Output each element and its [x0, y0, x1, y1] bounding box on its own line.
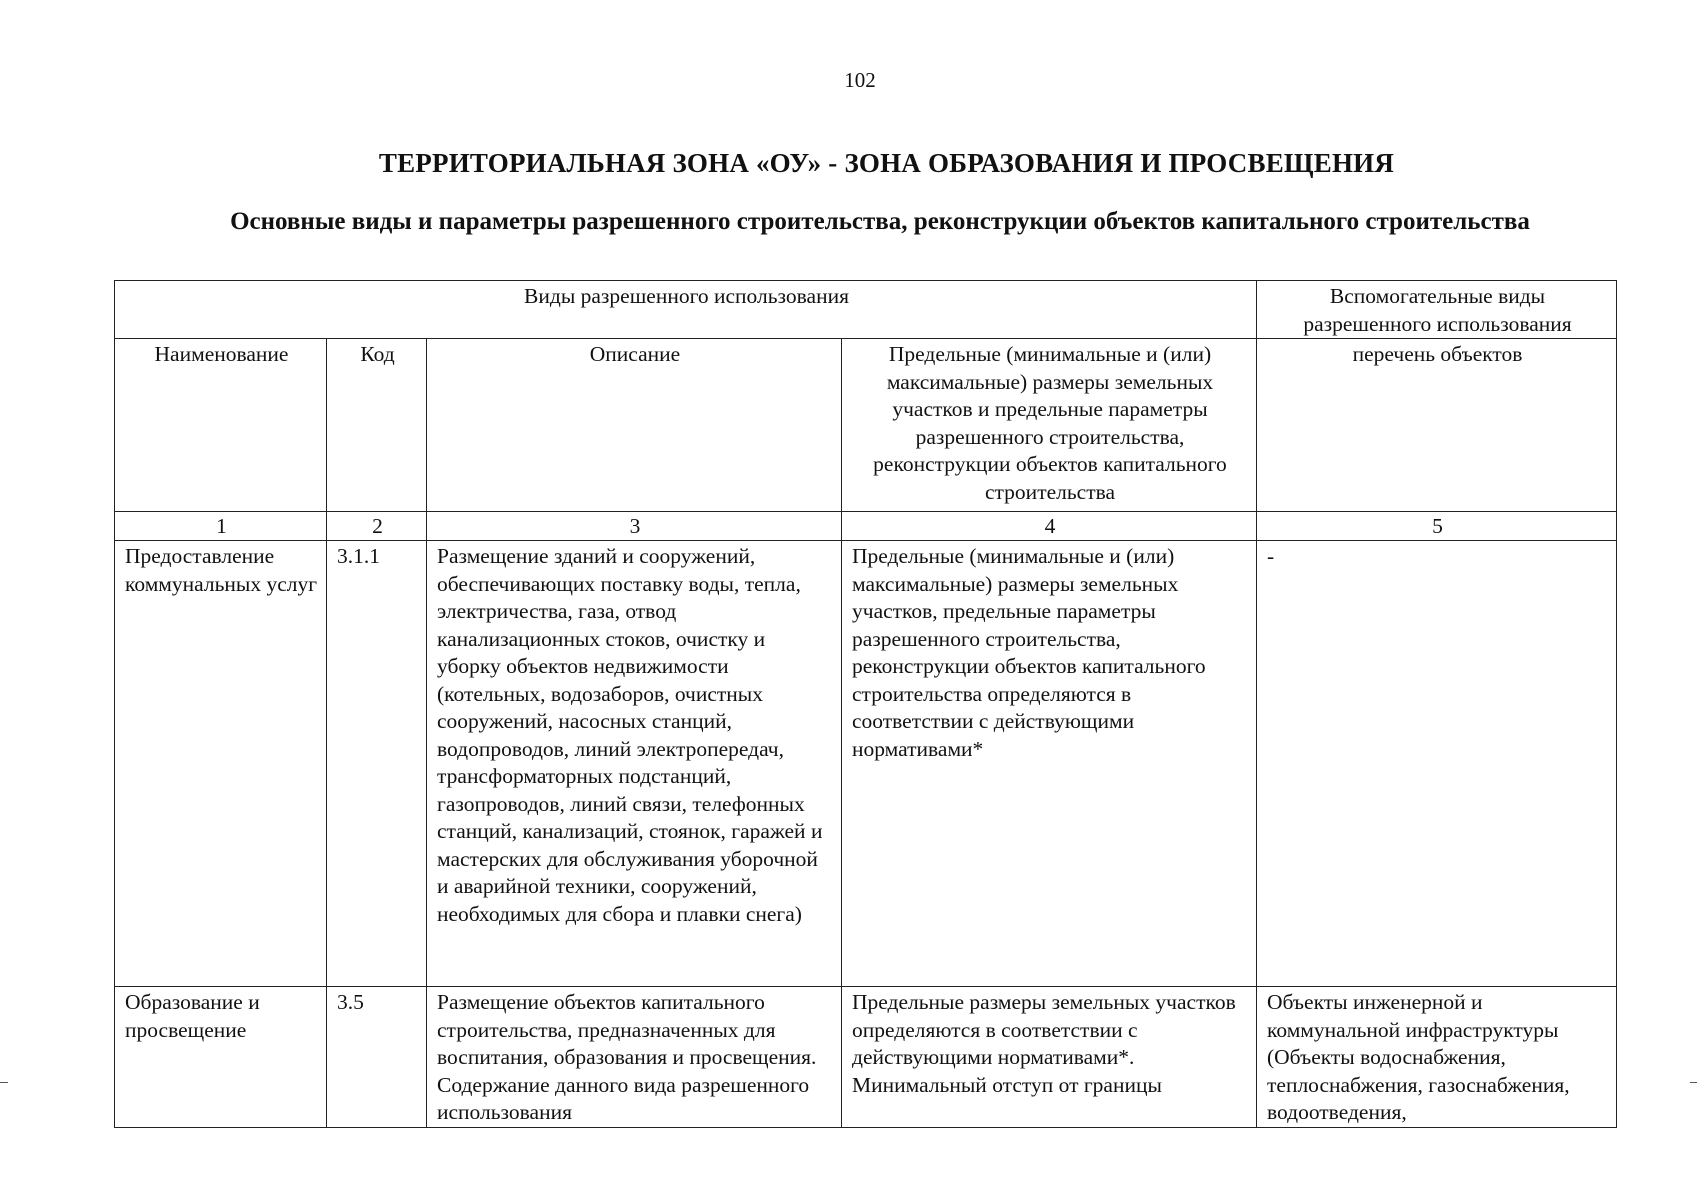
row-description: Размещение объектов капитального строительства, предназначенных для воспитания, образования и просвещения. Содержание данного вида разрешенного использования [427, 987, 842, 1128]
page-number: 102 [844, 68, 876, 92]
column-header-description: Описание [427, 339, 842, 512]
row-name: Образование и просвещение [115, 987, 327, 1128]
column-header-parameters: Предельные (минимальные и (или) максимальные) размеры земельных участков и предельные параметры разрешенного строительства, реконструкции объектов капитального строительства [842, 339, 1257, 512]
row-code: 3.5 [327, 987, 427, 1128]
table-group-header-row [115, 281, 1617, 339]
group-header-auxiliary: Вспомогательные виды разрешенного использования [1257, 281, 1617, 339]
table-subtitle: Основные виды и параметры разрешенного строительства, реконструкции объектов капитального строительства [230, 208, 1530, 235]
row-description: Размещение зданий и сооружений, обеспечивающих поставку воды, тепла, электричества, газа, отвод канализационных стоков, очистку и уборку объектов недвижимости (котельных, водозаборов, очистных сооружений, насосных станций, водопроводов, линий электропередач, трансформаторных подстанций, газопроводов, линий связи, телефонных станций, канализаций, стоянок, гаражей и мастерских для обслуживания уборочной и аварийной техники, сооружений, необходимых для сбора и плавки снега) [427, 541, 842, 987]
permitted-use-table [114, 280, 1617, 1128]
row-auxiliary: - [1257, 541, 1617, 987]
row-code: 3.1.1 [327, 541, 427, 987]
table-column-header-row [115, 339, 1617, 512]
scan-mark-right [1690, 1082, 1697, 1083]
column-number: 2 [327, 512, 427, 541]
zone-title: ТЕРРИТОРИАЛЬНАЯ ЗОНА «ОУ» - ЗОНА ОБРАЗОВАНИЯ И ПРОСВЕЩЕНИЯ [378, 148, 1395, 178]
column-header-object-list: перечень объектов [1257, 339, 1617, 512]
scan-mark-left [0, 1082, 8, 1083]
row-auxiliary: Объекты инженерной и коммунальной инфраструктуры (Объекты водоснабжения, теплоснабжения, газоснабжения, водоотведения, [1257, 987, 1617, 1128]
column-number: 5 [1257, 512, 1617, 541]
column-header-code: Код [327, 339, 427, 512]
row-parameters: Предельные размеры земельных участков определяются в соответствии с действующими нормативами*. Минимальный отступ от границы [842, 987, 1257, 1128]
group-header-main: Виды разрешенного использования [115, 281, 1257, 339]
column-number: 4 [842, 512, 1257, 541]
column-number: 1 [115, 512, 327, 541]
column-number-row [115, 512, 1617, 541]
row-name: Предоставление коммунальных услуг [115, 541, 327, 987]
column-header-name: Наименование [115, 339, 327, 512]
row-parameters: Предельные (минимальные и (или) максимальные) размеры земельных участков, предельные параметры разрешенного строительства, реконструкции объектов капитального строительства определяются в соответствии с действующими нормативами* [842, 541, 1257, 987]
column-number: 3 [427, 512, 842, 541]
table-row [115, 541, 1617, 987]
table-row [115, 987, 1617, 1128]
